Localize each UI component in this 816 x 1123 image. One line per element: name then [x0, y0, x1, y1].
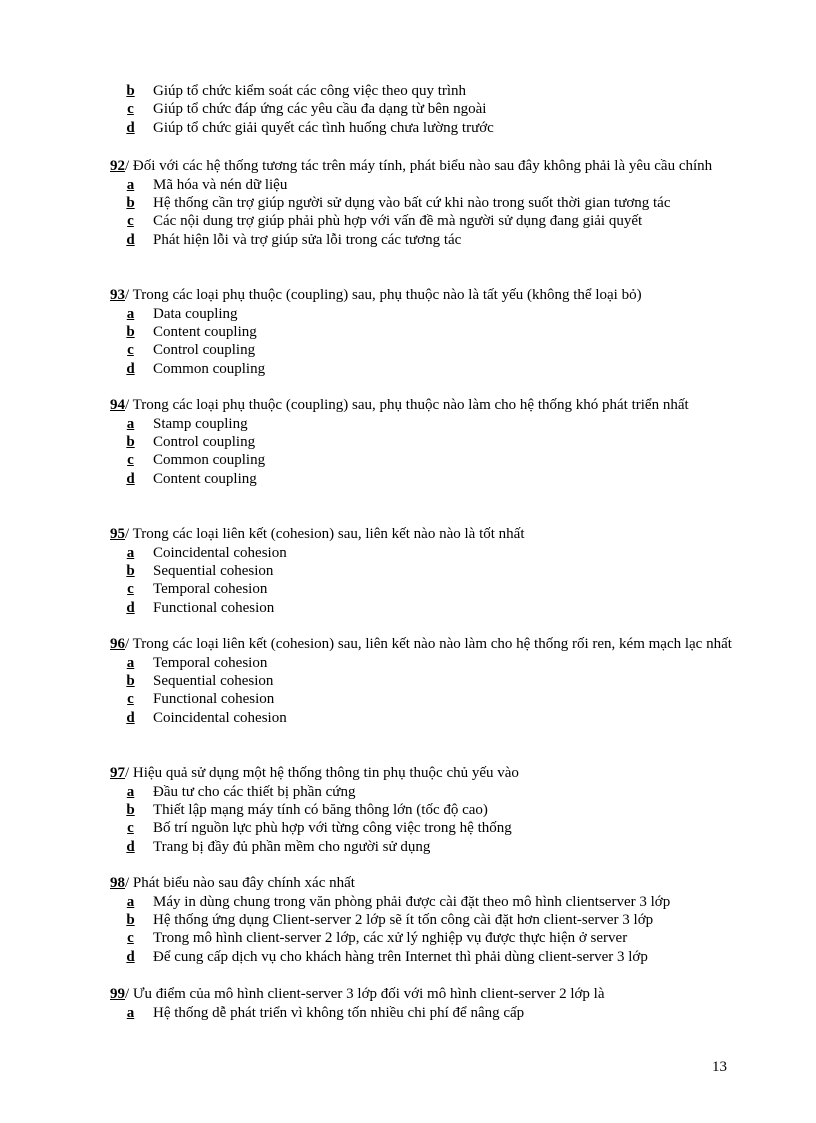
option	[110, 360, 732, 378]
option	[110, 672, 732, 690]
question-number: 95	[110, 526, 125, 542]
option-text: Functional cohesion	[153, 691, 275, 708]
option-text: Temporal cohesion	[153, 581, 268, 598]
option-letter: a	[126, 176, 135, 193]
option-text: Giúp tổ chức đáp ứng các yêu cầu đa dạng từ bên ngoài	[153, 101, 487, 118]
option	[110, 323, 732, 341]
option-letter: d	[126, 838, 135, 855]
option-letter: c	[127, 820, 134, 837]
option-text: Content coupling	[153, 470, 257, 487]
question-number: 93	[110, 287, 125, 303]
option	[110, 911, 732, 929]
question-94	[110, 396, 732, 488]
option	[110, 819, 732, 837]
option-text: Phát hiện lỗi và trợ giúp sửa lỗi trong các tương tác	[153, 231, 462, 248]
page-number: 13	[712, 1059, 727, 1075]
option-text: Sequential cohesion	[153, 562, 274, 579]
option	[110, 544, 732, 562]
option-letter: b	[126, 911, 135, 928]
option	[110, 801, 732, 819]
option	[110, 654, 732, 672]
option-text: Để cung cấp dịch vụ cho khách hàng trên Internet thì phải dùng client-server 3 lớp	[153, 948, 648, 965]
option-letter: d	[126, 470, 135, 487]
option	[110, 305, 732, 323]
option-letter: a	[126, 544, 135, 561]
question-96	[110, 635, 732, 727]
option-text: Sequential cohesion	[153, 672, 274, 689]
option-text: Đầu tư cho các thiết bị phần cứng	[153, 783, 356, 800]
option-letter: a	[126, 415, 135, 432]
question-text: / Đối với các hệ thống tương tác trên máy tính, phát biểu nào sau đây không phải là yêu cầu chính	[125, 158, 713, 174]
question-stem	[110, 635, 732, 654]
option	[110, 433, 732, 451]
option-text: Control coupling	[153, 433, 256, 450]
option	[110, 783, 732, 801]
option-letter: b	[126, 672, 135, 689]
option	[110, 1004, 732, 1022]
option-text: Hệ thống dễ phát triển vì không tốn nhiều chi phí để nâng cấp	[153, 1004, 525, 1021]
option-letter: a	[126, 654, 135, 671]
option-letter: d	[126, 599, 135, 616]
option-text: Trang bị đầy đủ phần mềm cho người sử dụng	[153, 838, 431, 855]
option	[110, 451, 732, 469]
option	[110, 562, 732, 580]
option-text: Functional cohesion	[153, 599, 275, 616]
option-text: Trong mô hình client-server 2 lớp, các xử lý nghiệp vụ được thực hiện ở server	[153, 930, 628, 947]
question-text: / Trong các loại phụ thuộc (coupling) sau, phụ thuộc nào là tất yếu (không thể loại bỏ)	[125, 287, 642, 303]
option	[110, 838, 732, 856]
option	[110, 231, 732, 249]
option	[110, 119, 750, 137]
option-text: Coincidental cohesion	[153, 544, 287, 561]
question-98	[110, 874, 732, 966]
option-text: Giúp tổ chức kiểm soát các công việc theo quy trình	[153, 83, 467, 99]
option-letter: c	[127, 213, 134, 230]
option-text: Mã hóa và nén dữ liệu	[153, 176, 288, 193]
question-95	[110, 525, 732, 617]
question-text: / Trong các loại liên kết (cohesion) sau, liên kết nào nào làm cho hệ thống rối ren, kém mạch lạc nhất	[125, 636, 732, 652]
option-text: Thiết lập mạng máy tính có băng thông lớn (tốc độ cao)	[153, 801, 488, 818]
question-93	[110, 286, 732, 378]
option-letter: d	[126, 709, 135, 726]
question-stem	[110, 157, 732, 176]
question-stem	[110, 525, 732, 544]
option-letter: b	[126, 83, 135, 99]
question-stem	[110, 764, 732, 783]
option	[110, 176, 732, 194]
question-99	[110, 985, 732, 1022]
option	[110, 893, 732, 911]
question-text: / Phát biểu nào sau đây chính xác nhất	[125, 875, 355, 891]
option-text: Control coupling	[153, 342, 256, 359]
question-stem	[110, 874, 732, 893]
question-number: 99	[110, 986, 125, 1002]
option-letter: a	[126, 893, 135, 910]
option-text: Temporal cohesion	[153, 654, 268, 671]
option-letter: b	[126, 433, 135, 450]
option-text: Content coupling	[153, 323, 257, 340]
option-letter: b	[126, 194, 135, 211]
carryover-options	[110, 82, 750, 137]
option-text: Bố trí nguồn lực phù hợp với từng công việc trong hệ thống	[153, 820, 512, 837]
question-stem	[110, 286, 732, 305]
option-text: Máy in dùng chung trong văn phòng phải được cài đặt theo mô hình clientserver 3 lớp	[153, 893, 671, 910]
option-letter: c	[127, 101, 134, 118]
option	[110, 82, 750, 100]
option-letter: a	[126, 783, 135, 800]
option-text: Các nội dung trợ giúp phải phù hợp với vấn đề mà người sử dụng đang giải quyết	[153, 213, 643, 230]
option-letter: d	[126, 948, 135, 965]
option-letter: a	[126, 1004, 135, 1021]
option-text: Hệ thống ứng dụng Client-server 2 lớp sẽ ít tốn công cài đặt hơn client-server 3 lớp	[153, 911, 654, 928]
option	[110, 929, 732, 947]
question-number: 96	[110, 636, 125, 652]
option-text: Data coupling	[153, 305, 238, 322]
question-text: / Hiệu quả sử dụng một hệ thống thông tin phụ thuộc chủ yếu vào	[125, 765, 519, 781]
question-number: 97	[110, 765, 125, 781]
option-text: Coincidental cohesion	[153, 709, 287, 726]
option	[110, 415, 732, 433]
option	[110, 194, 732, 212]
question-92	[110, 157, 732, 249]
question-number: 98	[110, 875, 125, 891]
question-stem	[110, 396, 732, 415]
option-letter: d	[126, 119, 135, 136]
option	[110, 341, 732, 359]
option-text: Stamp coupling	[153, 415, 248, 432]
option	[110, 580, 732, 598]
option	[110, 599, 732, 617]
option-letter: c	[127, 452, 134, 469]
question-number: 92	[110, 158, 125, 174]
option	[110, 709, 732, 727]
option-letter: c	[127, 581, 134, 598]
option-letter: b	[126, 801, 135, 818]
option	[110, 948, 732, 966]
option-letter: b	[126, 562, 135, 579]
option-letter: b	[126, 323, 135, 340]
option-text: Giúp tổ chức giải quyết các tình huống chưa lường trước	[153, 119, 494, 136]
option-letter: d	[126, 360, 135, 377]
option	[110, 212, 732, 230]
option-letter: c	[127, 342, 134, 359]
question-text: / Ưu điểm của mô hình client-server 3 lớp đối với mô hình client-server 2 lớp là	[125, 986, 605, 1002]
option-letter: a	[126, 305, 135, 322]
option-letter: c	[127, 691, 134, 708]
question-97	[110, 764, 732, 856]
option	[110, 100, 750, 118]
option	[110, 470, 732, 488]
question-text: / Trong các loại phụ thuộc (coupling) sau, phụ thuộc nào làm cho hệ thống khó phát triển nhất	[125, 397, 689, 413]
question-stem	[110, 985, 732, 1004]
option-text: Common coupling	[153, 452, 266, 469]
option	[110, 690, 732, 708]
question-number: 94	[110, 397, 125, 413]
option-text: Hệ thống cần trợ giúp người sử dụng vào bất cứ khi nào trong suốt thời gian tương tác	[153, 194, 671, 211]
option-letter: c	[127, 930, 134, 947]
question-text: / Trong các loại liên kết (cohesion) sau, liên kết nào nào là tốt nhất	[125, 526, 525, 542]
option-letter: d	[126, 231, 135, 248]
option-text: Common coupling	[153, 360, 266, 377]
